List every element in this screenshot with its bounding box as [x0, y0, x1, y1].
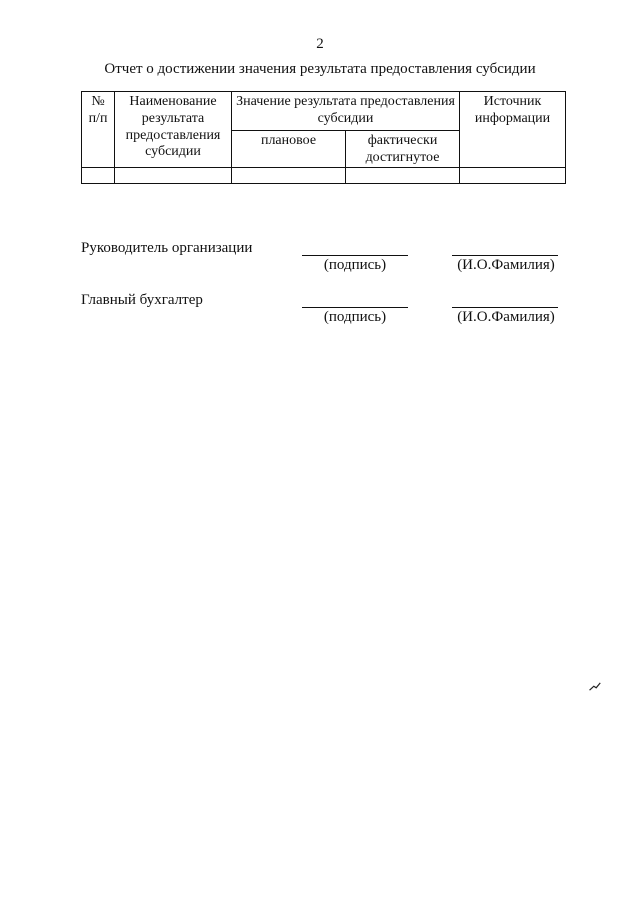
report-table: [81, 91, 566, 184]
name-caption: (И.О.Фамилия): [457, 309, 555, 325]
signature-caption: (подпись): [323, 257, 387, 273]
header-source: Источник информации: [460, 92, 566, 168]
signature-line: [302, 255, 408, 256]
header-result-name: Наименование результата предоставления субсидии: [115, 92, 232, 168]
signature-caption: (подпись): [323, 309, 387, 325]
scan-artifact-mark: [587, 682, 602, 693]
signature-block-director: [81, 240, 561, 280]
name-line: [452, 255, 558, 256]
table-cell: [82, 167, 115, 183]
header-number: № п/п: [82, 92, 115, 168]
document-title: Отчет о достижении значения результата предоставления субсидии: [104, 61, 536, 77]
signature-line: [302, 307, 408, 308]
table-header-row: [82, 92, 566, 131]
signature-role: Главный бухгалтер: [81, 292, 203, 308]
table-row: [82, 167, 566, 183]
signature-role: Руководитель организации: [81, 240, 253, 256]
table-cell: [232, 167, 346, 183]
table-cell: [346, 167, 460, 183]
table-cell: [115, 167, 232, 183]
header-planned: плановое: [232, 131, 346, 168]
name-caption: (И.О.Фамилия): [457, 257, 555, 273]
page-number: 2: [316, 36, 324, 52]
header-result-value: Значение результата предоставления субсидии: [232, 92, 460, 131]
name-line: [452, 307, 558, 308]
signature-block-accountant: [81, 292, 561, 332]
header-actual: фактически достигнутое: [346, 131, 460, 168]
table-cell: [460, 167, 566, 183]
